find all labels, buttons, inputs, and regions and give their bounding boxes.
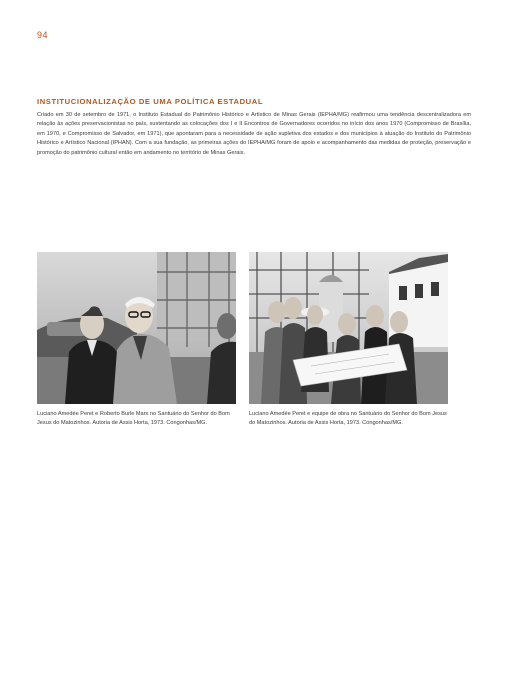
photo-burle-marx [37,252,236,404]
page-number: 94 [37,30,49,40]
body-paragraph: Criado em 30 de setembro de 1971, o Instituto Estadual do Patrimônio Histórico e Artístico de Minas Gerais (IEPHA/MG) reafirmou uma tendência descentralizadora em relação às ações preservacionistas no país, sustentando as colocações dos I e II Encontros de Governadores ocorridos no início dos anos 1970 (Compromisso de Brasília, em 1970, e Compromisso de Salvador, em 1971), que apontaram para a necessidade de ação supletiva dos estados e dos municípios à atuação do Instituto do Patrimônio Histórico e Artístico Nacional (IPHAN). Com a sua fundação, as primeiras ações do IEPHA/MG foram de apoio e acompanhamento das medidas de proteção, preservação e promoção do patrimônio cultural então em andamento no território de Minas Gerais. [37,112,471,156]
photo-caption-left: Luciano Amedée Peret e Roberto Burle Marx no Santuário do Senhor do Bom Jesus do Matozinhos. Autoria de Assis Horta, 1973. Congonhas/MG. [37,411,230,427]
photo-work-team [249,252,448,404]
photo-caption-right: Luciano Amedée Peret e equipe de obra no Santuário do Senhor do Bom Jesus do Matozinhos. Autoria de Assis Horta, 1973. Congonhas/MG. [249,411,447,427]
section-heading: INSTITUCIONALIZAÇÃO DE UMA POLÍTICA ESTADUAL [37,97,264,106]
